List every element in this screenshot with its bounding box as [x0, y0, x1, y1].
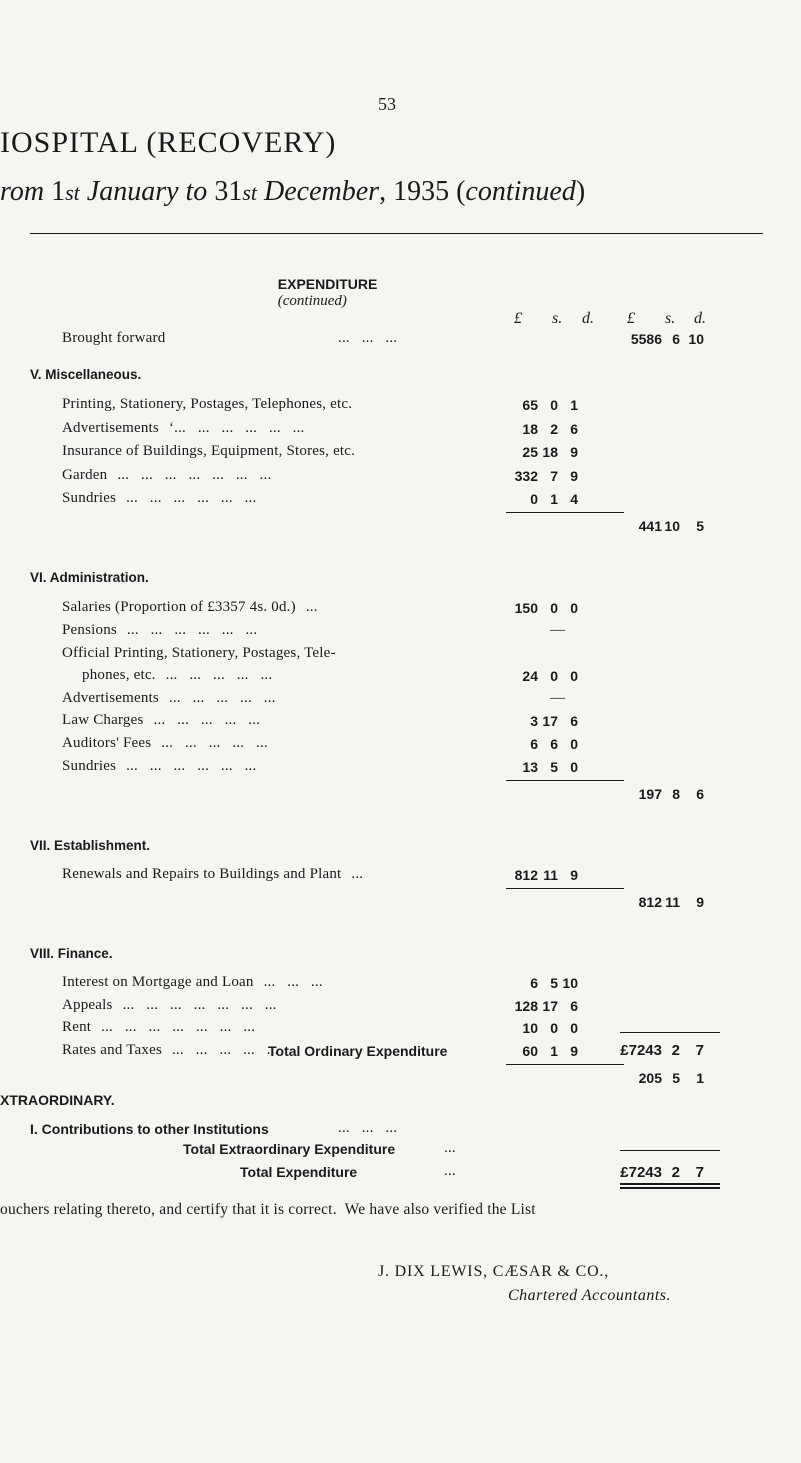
- ledger-amount-pounds: 6: [530, 736, 538, 752]
- subtitle-part: 1: [51, 176, 66, 207]
- ledger-row-dots: ... ... ... ... ... ... ...: [117, 467, 272, 483]
- group-subtotal-pounds: 197: [638, 786, 662, 802]
- group-subtotal-shillings: 8: [672, 786, 680, 802]
- group-heading: VI. Administration.: [30, 570, 149, 585]
- ledger-row-label: Rent: [62, 1019, 92, 1035]
- ledger-amount-shillings: 0: [550, 397, 558, 413]
- ledger-amount-dash: —: [550, 622, 566, 638]
- group-subtotal-pence: 1: [696, 1070, 704, 1086]
- ledger-row-dots: ... ... ... ... ... ...: [126, 758, 257, 774]
- ledger-amount-shillings: 5: [550, 975, 558, 991]
- ledger-amount-shillings: 7: [550, 468, 558, 484]
- ledger-amount-pence: 0: [570, 759, 578, 775]
- subtitle-part: rom: [0, 176, 52, 207]
- ledger-amount-shillings: 5: [550, 759, 558, 775]
- ledger-amount-pounds: 60: [522, 1043, 538, 1059]
- ledger-row-label: Sundries: [62, 490, 117, 506]
- ledger-amount-pounds: 25: [522, 444, 538, 460]
- col-header-outer-pounds: £: [627, 310, 635, 327]
- subtitle-part: ): [575, 176, 586, 207]
- ledger-amount-shillings: 17: [542, 998, 558, 1014]
- auditor-title: Chartered Accountants.: [508, 1287, 671, 1304]
- ledger-row-dots: ... ... ... ... ... ...: [126, 490, 257, 506]
- group-subtotal-shillings: 5: [672, 1070, 680, 1086]
- total-ordinary-pounds: £7243: [620, 1042, 662, 1059]
- ledger-amount-pounds: 13: [522, 759, 538, 775]
- ledger-row-label: Garden: [62, 467, 108, 483]
- ledger-amount-pence: 10: [562, 975, 578, 991]
- col-header-outer-pence: d.: [694, 310, 706, 327]
- ledger-amount-pounds: 0: [530, 491, 538, 507]
- header-rule: [30, 233, 763, 234]
- col-header-inner-pounds: £: [514, 310, 522, 327]
- ledger-row-dots: ... ... ... ... ...: [153, 712, 261, 728]
- extraordinary-item-dots: ... ... ...: [338, 1120, 398, 1136]
- extraordinary-item-label: I. Contributions to other Institutions: [30, 1121, 269, 1137]
- group-heading: VII. Establishment.: [30, 838, 151, 853]
- total-ordinary-pence: 7: [695, 1042, 704, 1059]
- ledger-amount-pounds: 332: [514, 468, 538, 484]
- ledger-amount-shillings: 2: [550, 421, 558, 437]
- total-expenditure-double-rule-bottom: [620, 1187, 720, 1189]
- group-subtotal-pence: 5: [696, 518, 704, 534]
- ledger-amount-pence: 0: [570, 736, 578, 752]
- ledger-row-dots: ... ... ... ... ... ... ...: [101, 1019, 256, 1035]
- ledger-row-label: Auditors' Fees: [62, 735, 152, 751]
- ledger-amount-pounds: 6: [530, 975, 538, 991]
- ledger-amount-pence: 6: [570, 421, 578, 437]
- total-expenditure-double-rule-top: [620, 1183, 720, 1185]
- ledger-amount-pence: 0: [570, 668, 578, 684]
- total-extraordinary-rule: [620, 1150, 720, 1151]
- ledger-row-dots: ... ... ... ... ... ...: [126, 622, 258, 638]
- ledger-row-dots: ...: [351, 866, 364, 882]
- group-heading: VIII. Finance.: [30, 946, 113, 961]
- section-title: [270, 260, 377, 310]
- ledger-amount-pence: 1: [570, 397, 578, 413]
- ledger-row-dots: ... ... ... ... ... ... ...: [122, 997, 277, 1013]
- subtitle-part: , 1935 (: [379, 176, 466, 207]
- ledger-amount-pounds: 3: [530, 713, 538, 729]
- ledger-amount-pounds: 150: [514, 600, 538, 616]
- ledger-row-dots: ... ... ...: [263, 974, 323, 990]
- total-ordinary-rule: [620, 1032, 720, 1033]
- ledger-amount-pounds: 24: [522, 668, 538, 684]
- ledger-row-label: Advertisements: [62, 690, 159, 706]
- brought-forward-label: Brought forward: [62, 330, 166, 346]
- ledger-row-dots: ... ... ... ... ...: [171, 1042, 279, 1058]
- total-ordinary-shillings: 2: [671, 1042, 680, 1059]
- ledger-row-label: Salaries (Proportion of £3357 4s. 0d.): [62, 599, 296, 615]
- ledger-row-label: Sundries: [62, 758, 117, 774]
- extraordinary-heading: XTRAORDINARY.: [0, 1092, 115, 1108]
- section-title-suffix: (continued): [277, 293, 347, 309]
- ledger-amount-shillings: 18: [542, 444, 558, 460]
- subtitle-part: January: [79, 176, 179, 207]
- ledger-amount-dash: —: [550, 690, 566, 706]
- ledger-amount-pounds: 65: [522, 397, 538, 413]
- total-extraordinary-label: Total Extraordinary Expenditure: [183, 1141, 396, 1157]
- subtitle-part: 31: [214, 176, 243, 207]
- total-expenditure-dots: ...: [444, 1163, 456, 1179]
- ledger-amount-pence: 6: [570, 713, 578, 729]
- group-subtotal-pence: 9: [696, 894, 704, 910]
- ledger-amount-pence: 0: [570, 600, 578, 616]
- group-subtotal-pounds: 812: [638, 894, 662, 910]
- ledger-amount-pence: 9: [570, 468, 578, 484]
- group-subtotal-rule: [506, 1064, 624, 1065]
- brought-forward-pounds: 5586: [630, 331, 662, 347]
- subtitle-part: December: [257, 176, 380, 207]
- ledger-amount-shillings: 0: [550, 668, 558, 684]
- col-header-inner-shillings: s.: [552, 310, 563, 327]
- group-subtotal-rule: [506, 888, 624, 889]
- ledger-amount-pounds: 812: [514, 867, 538, 883]
- group-subtotal-rule: [506, 512, 624, 513]
- ledger-row-label: phones, etc.: [82, 667, 156, 683]
- ledger-row-dots: ... ... ... ... ...: [168, 690, 276, 706]
- ledger-amount-shillings: 11: [543, 867, 558, 883]
- subtitle-part: st: [242, 180, 257, 205]
- group-subtotal-rule: [506, 780, 624, 781]
- ledger-amount-shillings: 0: [550, 600, 558, 616]
- ledger-row-label: Interest on Mortgage and Loan: [62, 974, 254, 990]
- total-expenditure-pence: 7: [695, 1164, 704, 1181]
- ledger-row-dots: ...: [305, 599, 318, 615]
- ledger-row-dots: ... ... ... ... ...: [161, 735, 268, 751]
- ledger-amount-pounds: 18: [522, 421, 538, 437]
- ledger-amount-pence: 4: [570, 491, 578, 507]
- group-subtotal-pounds: 441: [638, 518, 662, 534]
- subtitle-part: to: [178, 176, 215, 207]
- page-title: IOSPITAL (RECOVERY): [0, 126, 337, 159]
- page-number: 53: [378, 94, 396, 114]
- ledger-row-label: Printing, Stationery, Postages, Telephones, etc.: [62, 396, 353, 412]
- ledger-row-label: Renewals and Repairs to Buildings and Plant: [62, 866, 342, 882]
- ledger-row-label: Appeals: [62, 997, 113, 1013]
- ledger-amount-pence: 0: [570, 1020, 578, 1036]
- certification-text: ouchers relating thereto, and certify that it is correct. We have also verified the List: [0, 1201, 536, 1218]
- ledger-amount-shillings: 17: [542, 713, 558, 729]
- brought-forward-pence: 10: [688, 331, 704, 347]
- total-ordinary-label: Total Ordinary Expenditure: [268, 1043, 448, 1059]
- subtitle-part: st: [65, 180, 80, 205]
- auditor-firm: J. DIX LEWIS, CÆSAR & CO.,: [378, 1263, 610, 1280]
- section-title-text: EXPENDITURE: [277, 276, 378, 292]
- total-expenditure-shillings: 2: [671, 1164, 680, 1181]
- ledger-row-dots: ‘... ... ... ... ... ...: [168, 420, 305, 436]
- ledger-row-label: Pensions: [62, 622, 117, 638]
- total-expenditure-label: Total Expenditure: [240, 1164, 358, 1180]
- ledger-amount-shillings: 0: [550, 1020, 558, 1036]
- brought-forward-shillings: 6: [672, 331, 680, 347]
- ledger-amount-pounds: 10: [522, 1020, 538, 1036]
- ledger-row-label: Rates and Taxes: [62, 1042, 162, 1058]
- ledger-row-label: Law Charges: [62, 712, 144, 728]
- ledger-row-dots: ... ... ... ... ...: [165, 667, 273, 683]
- group-heading: V. Miscellaneous.: [30, 367, 142, 382]
- ledger-row-label: Insurance of Buildings, Equipment, Stores, etc.: [62, 443, 356, 459]
- ledger-amount-shillings: 1: [550, 1043, 558, 1059]
- subtitle-part: continued: [465, 176, 576, 207]
- group-subtotal-shillings: 11: [665, 894, 680, 910]
- ledger-amount-pence: 9: [570, 867, 578, 883]
- total-extraordinary-dots: ...: [444, 1140, 456, 1156]
- ledger-amount-shillings: 6: [550, 736, 558, 752]
- total-expenditure-pounds: £7243: [620, 1164, 662, 1181]
- ledger-amount-pence: 9: [570, 1043, 578, 1059]
- page-subtitle: [0, 176, 585, 208]
- brought-forward-dots: ... ... ...: [338, 330, 398, 346]
- ledger-amount-pence: 9: [570, 444, 578, 460]
- group-subtotal-pounds: 205: [638, 1070, 662, 1086]
- ledger-row-label: Advertisements: [62, 420, 159, 436]
- ledger-row-label: Official Printing, Stationery, Postages, Tele-: [62, 645, 336, 661]
- col-header-inner-pence: d.: [582, 310, 594, 327]
- group-subtotal-pence: 6: [696, 786, 704, 802]
- col-header-outer-shillings: s.: [665, 310, 676, 327]
- group-subtotal-shillings: 10: [664, 518, 680, 534]
- ledger-amount-pence: 6: [570, 998, 578, 1014]
- ledger-amount-pounds: 128: [514, 998, 538, 1014]
- ledger-amount-shillings: 1: [550, 491, 558, 507]
